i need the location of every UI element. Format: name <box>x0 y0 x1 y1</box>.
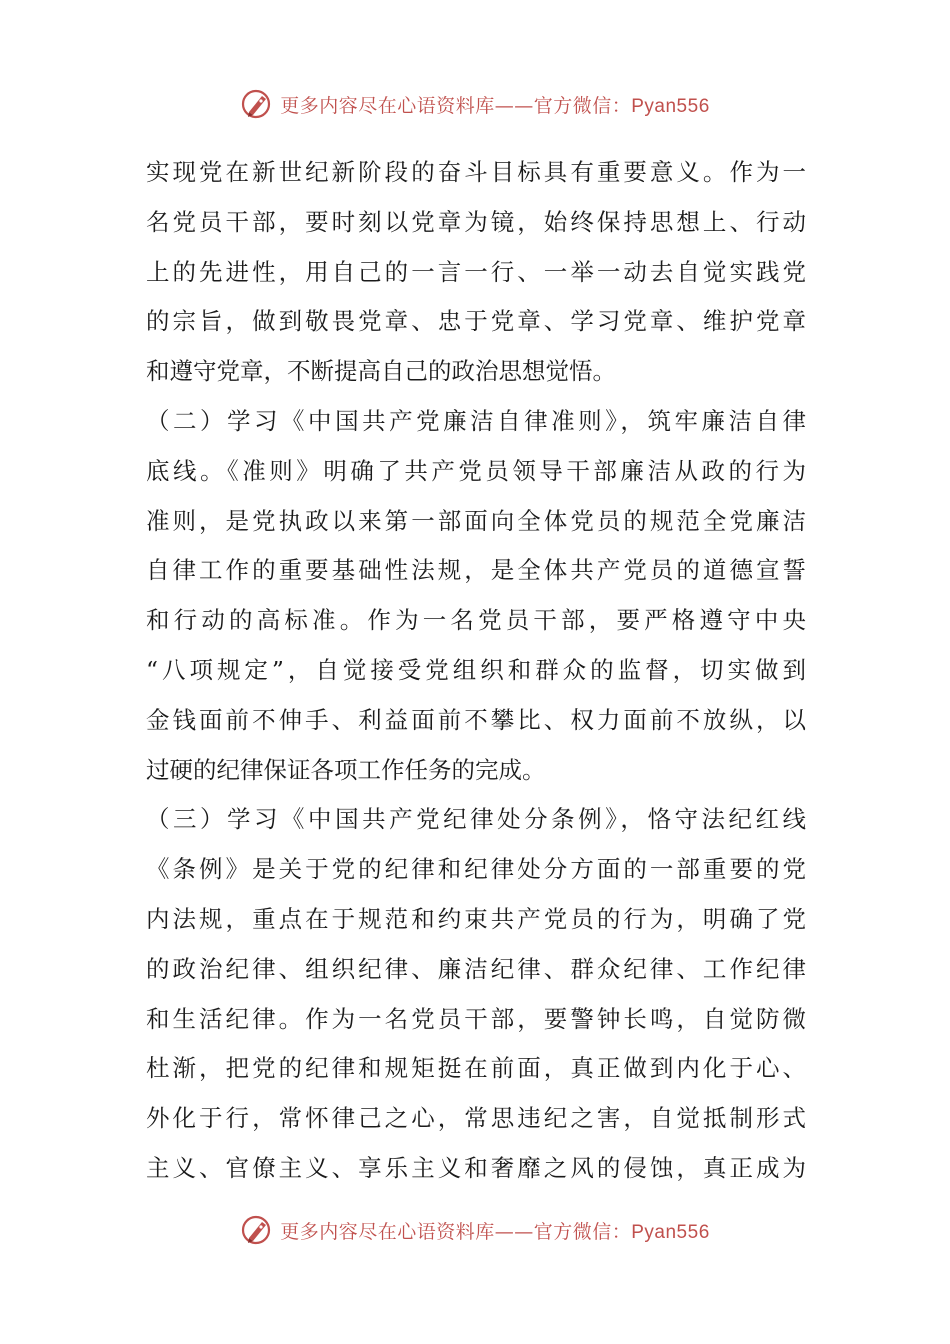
watermark-dash: —— <box>494 94 534 117</box>
text-line: 和遵守党章，不断提高自己的政治思想觉悟。 <box>146 357 616 386</box>
watermark-account: Pyan556 <box>631 1221 710 1243</box>
text-line: 杜渐，把党的纪律和规矩挺在前面，真正做到内化于心、 <box>146 1054 806 1083</box>
watermark-text <box>280 91 710 118</box>
text-line: 过硬的纪律保证各项工作任务的完成。 <box>146 755 546 784</box>
watermark-account: Pyan556 <box>631 95 710 117</box>
text-line: 的宗旨，做到敬畏党章、忠于党章、学习党章、维护党章 <box>146 307 806 336</box>
pen-nib-logo-icon <box>240 87 274 121</box>
watermark-text <box>280 1217 710 1244</box>
text-line: 金钱面前不伸手、利益面前不攀比、权力面前不放纵，以 <box>146 705 806 734</box>
text-line: 的政治纪律、组织纪律、廉洁纪律、群众纪律、工作纪律 <box>146 954 806 983</box>
text-line: 名党员干部，要时刻以党章为镜，始终保持思想上、行动 <box>146 207 806 236</box>
text-line: 和行动的高标准。作为一名党员干部，要严格遵守中央 <box>146 606 806 635</box>
text-line: 内法规，重点在于规范和约束共产党员的行为，明确了党 <box>146 904 806 933</box>
header-watermark <box>0 84 950 124</box>
watermark-site: 更多内容尽在心语资料库 <box>280 94 495 117</box>
text-line: 底线。《准则》明确了共产党员领导干部廉洁从政的行为 <box>146 456 806 485</box>
text-line: 准则，是党执政以来第一部面向全体党员的规范全党廉洁 <box>146 506 806 535</box>
text-line: 外化于行，常怀律己之心，常思违纪之害，自觉抵制形式 <box>146 1104 806 1133</box>
text-line: 和生活纪律。作为一名党员干部，要警钟长鸣，自觉防微 <box>146 1004 806 1033</box>
document-body <box>146 148 806 1194</box>
text-line: （二）学习《中国共产党廉洁自律准则》，筑牢廉洁自律 <box>146 406 806 435</box>
pen-nib-logo-icon <box>240 1213 274 1247</box>
watermark-site: 更多内容尽在心语资料库 <box>280 1220 495 1243</box>
watermark-dash: —— <box>494 1220 534 1243</box>
footer-watermark <box>0 1210 950 1250</box>
text-line: 《条例》是关于党的纪律和纪律处分方面的一部重要的党 <box>146 855 806 884</box>
watermark-label: 官方微信： <box>533 94 632 117</box>
text-line: “八项规定”，自觉接受党组织和群众的监督，切实做到 <box>146 655 806 684</box>
text-line: 上的先进性，用自己的一言一行、一举一动去自觉实践党 <box>146 257 806 286</box>
text-line: 主义、官僚主义、享乐主义和奢靡之风的侵蚀，真正成为 <box>146 1153 806 1182</box>
watermark-label: 官方微信： <box>533 1220 632 1243</box>
text-line: 自律工作的重要基础性法规，是全体共产党员的道德宣誓 <box>146 556 806 585</box>
text-line: 实现党在新世纪新阶段的奋斗目标具有重要意义。作为一 <box>146 158 806 186</box>
text-line: （三）学习《中国共产党纪律处分条例》，恪守法纪红线 <box>146 805 806 834</box>
